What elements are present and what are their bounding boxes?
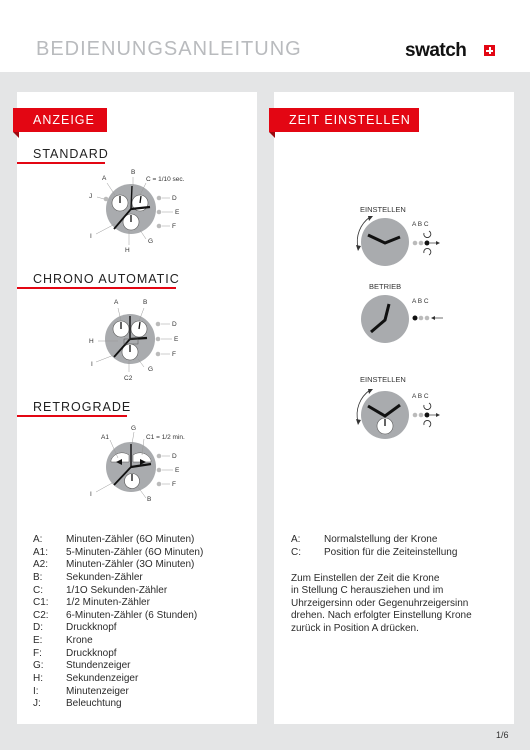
legend-row (33, 648, 253, 661)
label-g: G (148, 238, 154, 245)
clockwise-icon (424, 403, 431, 410)
time-setting-tab: ZEIT EINSTELLEN (269, 108, 419, 132)
label-i: I (91, 361, 93, 368)
label-e: E (175, 209, 180, 216)
legend-value: Sekunden-Zähler (66, 571, 143, 583)
crown-positions: A B C (412, 393, 429, 400)
legend-key: A: (33, 534, 43, 545)
legend-value: 1/1O Sekunden-Zähler (66, 584, 168, 596)
legend-value: 5-Minuten-Zähler (6O Minuten) (66, 546, 204, 558)
legend-row (33, 597, 253, 610)
counterclockwise-icon (424, 420, 431, 427)
legend-key: G: (33, 660, 44, 672)
legend-row (33, 673, 253, 686)
legend-value: Sekundenzeiger (66, 673, 139, 685)
legend-value: Druckknopf (66, 622, 117, 634)
document-title: BEDIENUNGSANLEITUNG (36, 38, 302, 60)
legend-value: Beleuchtung (66, 698, 122, 710)
clockwise-icon (424, 231, 431, 238)
label-b: B (131, 169, 136, 176)
instruction-line: drehen. Nach erfolgter Einstellung Krone (291, 610, 472, 622)
label-i: I (90, 491, 92, 498)
legend-key: A2: (33, 559, 49, 571)
label-a1: A1 (101, 434, 109, 441)
chrono-automatic-title: CHRONO AUTOMATIC (33, 272, 180, 286)
section-underline (17, 287, 176, 289)
legend-row (33, 610, 253, 623)
instruction-line: zurück in Position A drücken. (291, 622, 419, 634)
legend-value: Normalstellung der Krone (324, 534, 438, 545)
label-f: F (172, 223, 176, 230)
setting-figure-3 (340, 370, 470, 445)
legend-value: Druckknopf (66, 647, 117, 659)
label-e: E (174, 336, 179, 343)
legend-value: Stundenzeiger (66, 660, 131, 672)
legend-value: 1/2 Minuten-Zähler (66, 597, 150, 609)
crown-positions: A B C (412, 221, 429, 228)
page-number: 1/6 (496, 730, 509, 740)
figure-title: BETRIEB (369, 282, 402, 291)
legend-value: Minutenzeiger (66, 685, 129, 697)
time-setting-instructions (291, 573, 506, 635)
instruction-line: Uhrzeigersinn oder Gegenuhrzeigersinn (291, 597, 469, 609)
legend-key: F: (33, 647, 42, 659)
label-a: A (114, 299, 119, 306)
legend-value: Position für die Zeiteinstellung (324, 546, 458, 558)
swatch-logo: swatch (405, 40, 467, 61)
legend-key: C1: (33, 597, 49, 609)
figure-title: EINSTELLEN (360, 375, 406, 384)
swiss-cross-icon (484, 45, 495, 56)
legend-value: Krone (66, 635, 93, 647)
legend-row (33, 635, 253, 648)
label-i: I (90, 233, 92, 240)
counterclockwise-icon (424, 248, 431, 255)
legend-row (291, 547, 501, 560)
section-underline (17, 415, 127, 417)
legend-key: A: (291, 534, 301, 545)
legend-key: B: (33, 571, 43, 583)
instruction-line: Zum Einstellen der Zeit die Krone (291, 573, 440, 584)
display-legend (33, 534, 253, 711)
standard-dial-diagram (80, 166, 200, 256)
label-d: D (172, 195, 177, 202)
crown-positions: A B C (412, 298, 429, 305)
legend-key: C: (291, 546, 301, 558)
retrograde-dial-diagram (80, 422, 200, 512)
figure-title: EINSTELLEN (360, 205, 406, 214)
legend-row (33, 534, 253, 547)
time-setting-legend (291, 534, 501, 559)
label-g: G (148, 366, 154, 373)
label-j: J (89, 193, 93, 200)
legend-row (33, 698, 253, 711)
legend-key: A1: (33, 546, 49, 558)
label-d: D (172, 453, 177, 460)
setting-figure-1 (340, 200, 470, 275)
legend-key: H: (33, 673, 43, 685)
legend-value: 6-Minuten-Zähler (6 Stunden) (66, 609, 198, 621)
label-c2: C2 (124, 375, 133, 382)
label-a: A (102, 175, 107, 182)
legend-row (33, 559, 253, 572)
retrograde-title: RETROGRADE (33, 400, 132, 414)
legend-row (33, 622, 253, 635)
label-g: G (131, 425, 137, 432)
legend-value: Minuten-Zähler (3O Minuten) (66, 559, 195, 571)
label-f: F (172, 481, 176, 488)
legend-key: D: (33, 622, 43, 634)
chrono-automatic-dial-diagram (80, 295, 200, 385)
second-hand (131, 186, 132, 209)
standard-title: STANDARD (33, 147, 109, 161)
legend-key: C2: (33, 609, 49, 621)
legend-row (33, 686, 253, 699)
label-b: B (147, 496, 152, 503)
legend-row (33, 585, 253, 598)
label-d: D (172, 321, 177, 328)
legend-key: I: (33, 685, 39, 697)
label-c: C = 1/10 sec. (146, 176, 185, 183)
label-c1: C1 = 1/2 min. (146, 434, 185, 441)
label-e: E (175, 467, 180, 474)
legend-row (33, 572, 253, 585)
label-b: B (143, 299, 148, 306)
legend-key: J: (33, 698, 41, 710)
legend-row (33, 547, 253, 560)
legend-row (291, 534, 501, 547)
legend-value: Minuten-Zähler (6O Minuten) (66, 534, 195, 545)
legend-key: E: (33, 635, 43, 647)
section-underline (17, 162, 105, 164)
legend-key: C: (33, 584, 43, 596)
legend-row (33, 660, 253, 673)
setting-figure-2 (340, 277, 470, 352)
label-h: H (89, 338, 94, 345)
display-tab: ANZEIGE (13, 108, 107, 132)
instruction-line: in Stellung C herausziehen und im (291, 585, 444, 597)
label-h: H (125, 247, 130, 254)
label-f: F (172, 351, 176, 358)
